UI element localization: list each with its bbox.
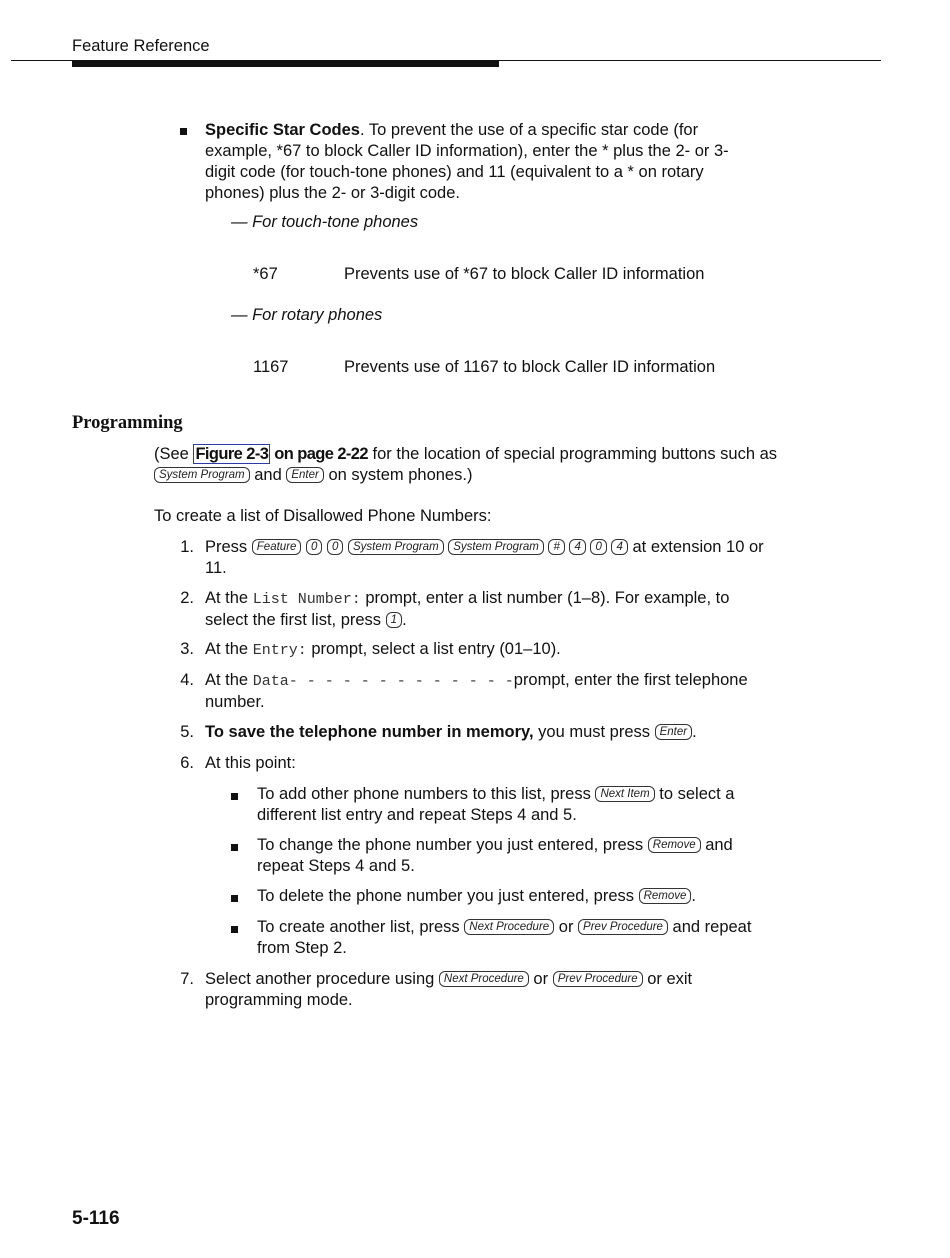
running-header: Feature Reference	[72, 37, 210, 55]
step-text: At the	[205, 589, 249, 607]
step-number: 5.	[180, 723, 194, 741]
data-prompt: Data- - - - - - - - - - - - -	[252, 673, 514, 690]
feature-key: Feature	[252, 539, 302, 555]
step-text: At the	[205, 640, 249, 658]
rotary-code: 1167	[253, 358, 289, 376]
header-thick-rule	[72, 61, 499, 67]
bullet-text: To create another list, press	[257, 918, 460, 936]
sub-bullet	[257, 784, 772, 826]
step-text: Press	[205, 538, 248, 556]
bullet-text: To change the phone number you just entered, press	[257, 836, 644, 854]
step-number: 2.	[180, 589, 194, 607]
star-codes-lead: Specific Star Codes	[205, 121, 360, 139]
touch-tone-code: *67	[253, 265, 278, 283]
step-3	[205, 639, 795, 661]
bullet-icon	[231, 793, 238, 800]
page-link[interactable]: on page 2-22	[270, 445, 368, 463]
hash-key: #	[548, 539, 564, 555]
rotary-label: — For rotary phones	[231, 306, 383, 324]
bullet-text: and repeat Steps 4 and 5.	[257, 836, 733, 875]
step-1	[205, 537, 780, 579]
system-program-key: System Program	[348, 539, 444, 555]
prev-procedure-key: Prev Procedure	[553, 971, 643, 987]
see-paragraph	[154, 444, 779, 486]
remove-key: Remove	[648, 837, 701, 853]
sub-bullet	[257, 917, 777, 959]
prev-procedure-key: Prev Procedure	[578, 919, 668, 935]
four-key: 4	[569, 539, 585, 555]
zero-key: 0	[590, 539, 606, 555]
bullet-icon	[231, 844, 238, 851]
star-codes-text: . To prevent the use of a specific star code (for example, *67 to block Caller ID information), enter the * plus the 2- or 3-digit code (for touch-tone phones) and 11 (equivalent to a * on rotary phones) plus the 2- or 3-digit code.	[205, 121, 729, 202]
enter-key: Enter	[286, 467, 324, 483]
one-key: 1	[386, 612, 402, 628]
step-text: prompt, enter a list number (1–8). For example, to select the first list, press	[205, 589, 730, 629]
bullet-text: or	[558, 918, 574, 936]
bullet-icon	[231, 926, 238, 933]
step-text: prompt, enter the first telephone number.	[205, 671, 748, 711]
bullet-text: To delete the phone number you just entered, press	[257, 887, 634, 905]
four-key: 4	[611, 539, 627, 555]
step-text: Select another procedure using	[205, 970, 435, 988]
sub-bullet: To delete the phone number you just entered, press Remove .	[257, 887, 697, 905]
remove-key: Remove	[639, 888, 692, 904]
enter-key: Enter	[655, 724, 693, 740]
system-program-key: System Program	[448, 539, 544, 555]
bullet-icon	[231, 895, 238, 902]
step-number: 7.	[180, 970, 194, 988]
bullet-text: To add other phone numbers to this list, press	[257, 785, 591, 803]
entry-prompt: Entry:	[252, 642, 307, 659]
system-program-key: System Program	[154, 467, 250, 483]
touch-tone-label: — For touch-tone phones	[231, 213, 419, 231]
step-4	[205, 670, 780, 713]
intro-text: To create a list of Disallowed Phone Numbers:	[154, 507, 492, 525]
step-2: At the List Number: prompt, enter a list number (1–8). For example, to select the first list, press 1 .	[205, 589, 730, 629]
step-7	[205, 969, 745, 1011]
see-and: and	[254, 466, 282, 484]
step-number: 4.	[180, 671, 194, 689]
figure-link[interactable]: Figure 2-3	[195, 445, 269, 463]
step-text: or exit programming mode.	[205, 970, 693, 1009]
next-item-key: Next Item	[595, 786, 654, 802]
step-text: at extension 10 or 11.	[205, 538, 764, 577]
page-number: 5-116	[72, 1208, 120, 1229]
star-codes-paragraph	[205, 120, 745, 204]
step-text: At the	[205, 671, 249, 689]
step-text: you must press	[538, 723, 651, 741]
step-number: 1.	[180, 538, 194, 556]
sub-bullet	[257, 835, 772, 877]
step-5: To save the telephone number in memory, you must press Enter .	[205, 723, 697, 741]
bullet-icon	[180, 128, 187, 135]
see-end: on system phones.)	[328, 466, 473, 484]
zero-key: 0	[306, 539, 322, 555]
step-number: 6.	[180, 754, 194, 772]
step-6: At this point:	[205, 754, 296, 772]
bullet-text: and repeat from Step 2.	[257, 918, 752, 957]
step-text: or	[533, 970, 549, 988]
step-bold-text: To save the telephone number in memory,	[205, 723, 534, 741]
see-open: (See	[154, 445, 194, 463]
zero-key: 0	[327, 539, 343, 555]
list-number-prompt: List Number:	[252, 591, 361, 608]
section-heading: Programming	[72, 413, 183, 433]
touch-tone-desc: Prevents use of *67 to block Caller ID information	[344, 265, 705, 283]
rotary-desc: Prevents use of 1167 to block Caller ID information	[344, 358, 716, 376]
next-procedure-key: Next Procedure	[439, 971, 529, 987]
bullet-text: to select a different list entry and repeat Steps 4 and 5.	[257, 785, 735, 824]
next-procedure-key: Next Procedure	[464, 919, 554, 935]
step-text: prompt, select a list entry (01–10).	[311, 640, 561, 658]
step-number: 3.	[180, 640, 194, 658]
see-rest: for the location of special programming buttons such as	[372, 445, 778, 463]
